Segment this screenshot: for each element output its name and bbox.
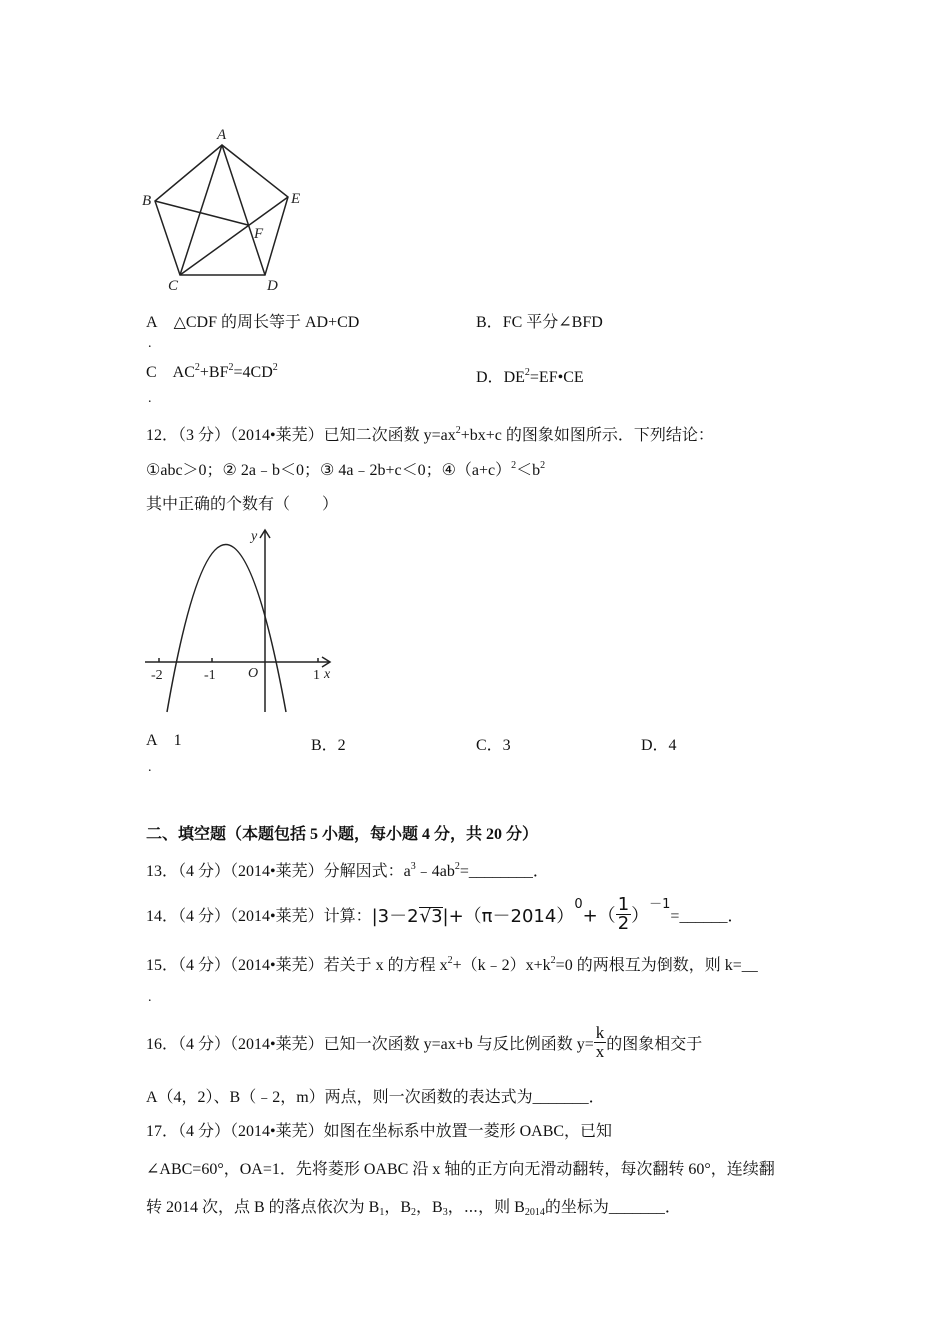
- q11-option-c-dot: .: [148, 391, 152, 406]
- parabola-graph: [140, 522, 340, 717]
- q11-option-a: A △CDF 的周长等于 AD+CD: [146, 314, 360, 331]
- q16-line1: 16．（4 分）（2014•莱芜）已知一次函数 y=ax+b 与反比例函数 y= $\frac{k}{x}$ 的图象相交于: [146, 1023, 703, 1061]
- q11-option-c: C $AC^2+BF^2=4CD^2$: [146, 362, 278, 381]
- q15-dot: .: [148, 990, 152, 1005]
- q12-option-a-dot: .: [148, 760, 152, 775]
- q15: 15．（4 分）（2014•莱芜）若关于 x 的方程 $x^2+(k﹣2)x+k^2=0$ 的两根互为倒数，则 k=__: [146, 955, 758, 974]
- label-E: E: [291, 191, 301, 207]
- tick-label-minus-2: -2: [151, 668, 163, 683]
- q11-option-d: D．$DE^2=EF•CE$: [476, 367, 584, 386]
- q12-option-c: C．3: [476, 737, 511, 754]
- q12-option-b: B．2: [311, 737, 346, 754]
- q13: 13．（4 分）（2014•莱芜）分解因式：$a^3﹣4ab^2=\_\_\_\_\_\_\_\_$．: [146, 861, 549, 880]
- q11-option-b: B．FC 平分∠BFD: [476, 314, 603, 331]
- q11-option-a-dot: .: [148, 336, 152, 351]
- tick-label-minus-1: -1: [204, 668, 216, 683]
- label-F: F: [254, 226, 264, 242]
- origin-label: O: [248, 666, 259, 681]
- pentagon-figure: [130, 125, 320, 300]
- q17-line2: ∠ABC=60°，OA=1．先将菱形 OABC 沿 x 轴的正方向无滑动翻转，每次翻转 60°，连续翻: [146, 1161, 775, 1178]
- segment-AC: [180, 145, 222, 275]
- tick-label-1: 1: [313, 668, 320, 683]
- label-B: B: [142, 193, 152, 209]
- segment-AD: [222, 145, 265, 275]
- q12-option-d: D．4: [641, 737, 677, 754]
- q12-stem-line3: 其中正确的个数有（ ）: [146, 496, 339, 513]
- sqrt-radicand: 3: [431, 905, 443, 927]
- label-D: D: [267, 278, 278, 294]
- q16-line2: A（4，2）、B（﹣2，m）两点，则一次函数的表达式为_______．: [146, 1089, 605, 1106]
- x-axis-label: x: [324, 667, 331, 682]
- parabola-curve: [167, 545, 286, 713]
- segment-CE: [180, 197, 288, 275]
- q12-option-a: A 1: [146, 732, 182, 749]
- segment-BF: [155, 201, 248, 225]
- q12-stem-line1: 12．（3 分）（2014•莱芜）已知二次函数 $y=ax^2+bx+c$ 的图象如图所示．下列结论：: [146, 425, 714, 444]
- q14: 14．（4 分）（2014•莱芜）计算：$|3-2√3|+(\pi-2014)^0+$（ $\frac{1}{2}$ ）$^{-1}$=______．: [146, 894, 744, 934]
- label-A: A: [217, 127, 227, 143]
- pentagon-outline: [155, 145, 288, 275]
- label-C: C: [168, 278, 179, 294]
- y-axis-label: y: [251, 529, 258, 544]
- section-2-heading: 二、填空题（本题包括 5 小题，每小题 4 分，共 20 分）: [146, 826, 539, 843]
- q17-line3: 转 2014 次，点 B 的落点依次为 $B_1$，$B_2$，$B_3$，⋯，则 $B_{2014}$的坐标为_______．: [146, 1199, 681, 1218]
- q12-stem-line2: ①abc＞0；② 2a﹣b＜0；③ 4a﹣2b+c＜0；$④(a+c)^2<b^2$: [146, 460, 546, 479]
- q17-line1: 17．（4 分）（2014•莱芜）如图在坐标系中放置一菱形 OABC，已知: [146, 1123, 613, 1140]
